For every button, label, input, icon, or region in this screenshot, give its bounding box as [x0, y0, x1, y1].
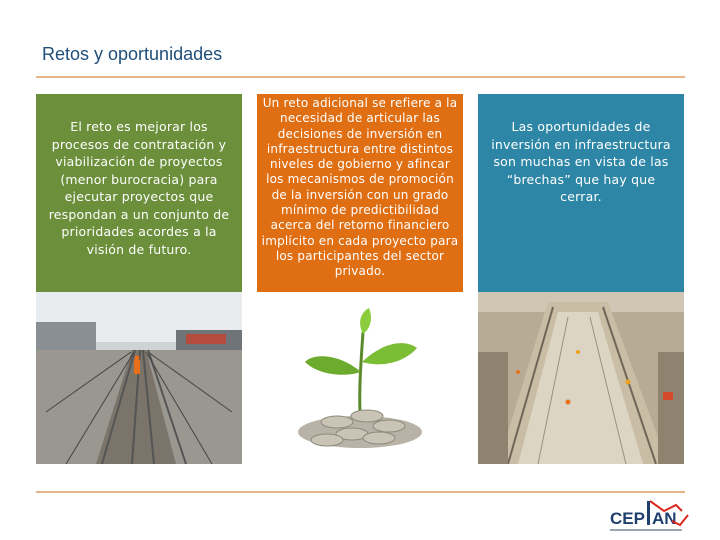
column-2-text: Un reto adicional se refiere a la necesidad de articular las decisiones de inversión en infraestructura entre distintos niveles de gobierno y afincar los mecanismos de promoción de la inversión con un grado mínimo de predictibilidad acerca del retorno financiero implícito en cada proyecto para los participantes del sector privado.: [261, 96, 459, 279]
svg-text:AN: AN: [652, 509, 677, 528]
column-3-text: Las oportunidades de inversión en infraestructura son muchas en vista de las “brechas” que hay que cerrar.: [491, 119, 671, 204]
ceplan-logo: [606, 497, 690, 537]
top-divider: [36, 76, 685, 78]
column-1-text: El reto es mejorar los procesos de contratación y viabilización de proyectos (menor burocracia) para ejecutar proyectos que respondan a un conjunto de prioridades acordes a la visión de futuro.: [48, 119, 230, 257]
opportunity-column: [478, 94, 684, 464]
slide-title: Retos y oportunidades: [42, 44, 223, 64]
plant-growing-from-coins-photo: [257, 292, 463, 464]
construction-site-photo: [478, 292, 684, 464]
challenge-column-1: [36, 94, 242, 464]
svg-text:CEP: CEP: [610, 509, 645, 528]
challenge-column-2: [257, 94, 463, 464]
railway-track-photo: [36, 292, 242, 464]
bottom-divider: [36, 491, 685, 493]
